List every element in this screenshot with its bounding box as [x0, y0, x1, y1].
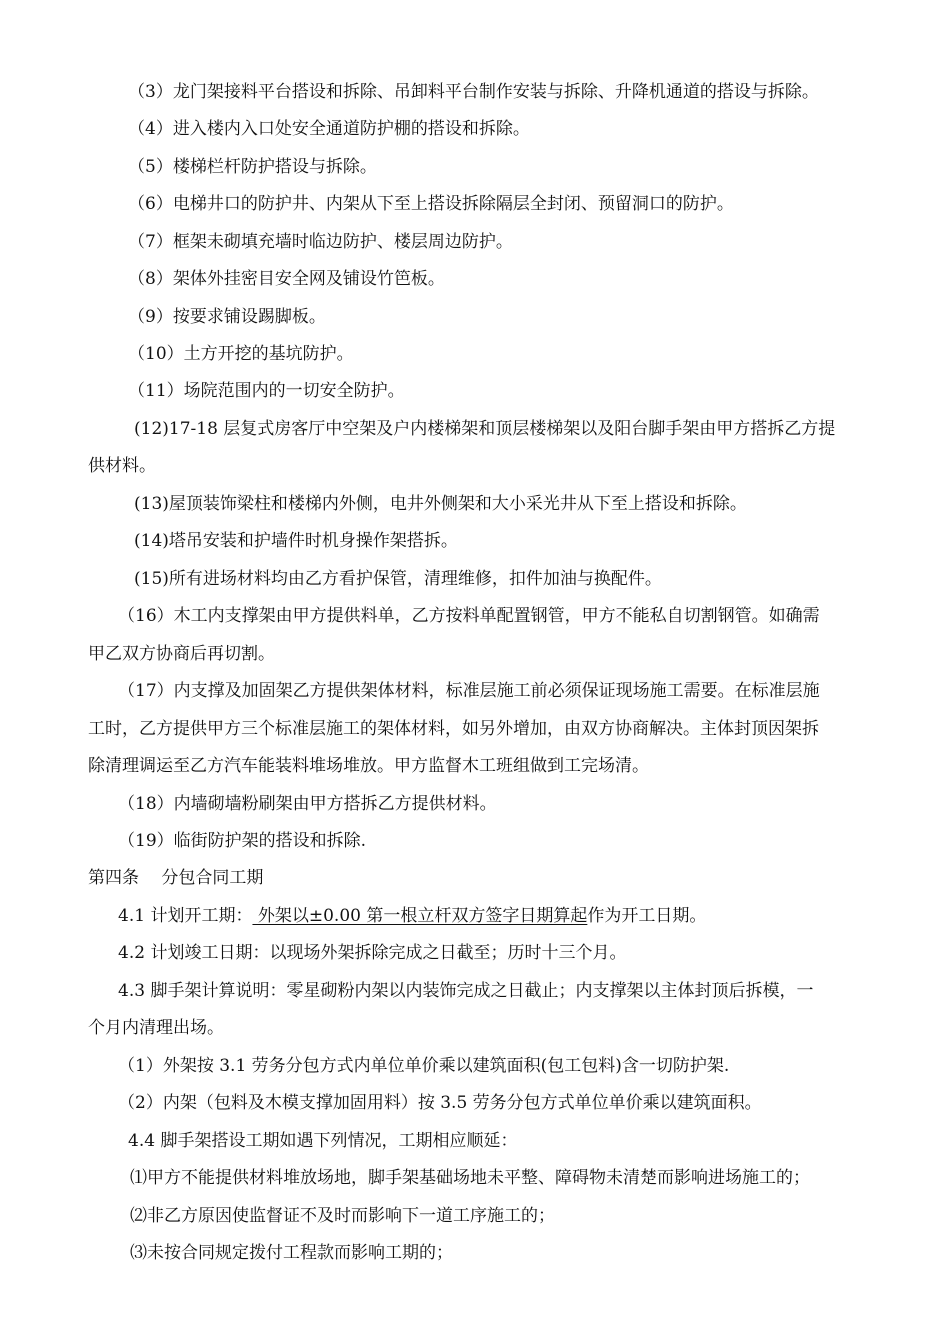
section-4-3-line-2: 个月内清理出场。	[88, 1018, 224, 1038]
item-13: (13)屋顶装饰梁柱和楼梯内外侧，电井外侧架和大小采光井从下至上搭设和拆除。	[134, 494, 747, 514]
item-3: （3）龙门架接料平台搭设和拆除、吊卸料平台制作安装与拆除、升降机通道的搭设与拆除。	[128, 82, 819, 102]
item-15: (15)所有进场材料均由乙方看护保管，清理维修，扣件加油与换配件。	[134, 569, 662, 589]
section-4-4-item-2: ⑵非乙方原因使监督证不及时而影响下一道工序施工的；	[130, 1206, 555, 1226]
item-9: （9）按要求铺设踢脚板。	[128, 307, 326, 327]
section-4-1-label: 4.1 计划开工期：	[118, 906, 253, 926]
section-4-3-line-1: 4.3 脚手架计算说明：零星砌粉内架以内装饰完成之日截止；内支撑架以主体封顶后拆模，一	[118, 981, 814, 1001]
item-18: （18）内墙砌墙粉刷架由甲方搭拆乙方提供材料。	[118, 794, 497, 814]
section-4-3-item-1: （1）外架按 3.1 劳务分包方式内单位单价乘以建筑面积(包工包料)含一切防护架.	[118, 1056, 730, 1076]
item-12-line-1: (12)17-18 层复式房客厅中空架及户内楼梯架和顶层楼梯架以及阳台脚手架由甲方搭拆乙方提	[134, 419, 836, 439]
article-4-heading: 第四条 分包合同工期	[88, 868, 264, 888]
item-4: （4）进入楼内入口处安全通道防护棚的搭设和拆除。	[128, 119, 530, 139]
section-4-4-item-3: ⑶未按合同规定拨付工程款而影响工期的；	[130, 1243, 453, 1263]
item-19: （19）临街防护架的搭设和拆除.	[118, 831, 367, 851]
section-4-2: 4.2 计划竣工日期：以现场外架拆除完成之日截至；历时十三个月。	[118, 943, 627, 963]
item-8: （8）架体外挂密目安全网及铺设竹笆板。	[128, 269, 445, 289]
item-17-line-2: 工时，乙方提供甲方三个标准层施工的架体材料，如另外增加，由双方协商解决。主体封顶因架拆	[88, 719, 819, 739]
item-16-line-1: （16）木工内支撑架由甲方提供料单，乙方按料单配置钢管，甲方不能私自切割钢管。如确需	[118, 606, 820, 626]
item-12-line-2: 供材料。	[88, 456, 156, 476]
item-5: （5）楼梯栏杆防护搭设与拆除。	[128, 157, 377, 177]
section-4-1-tail: 作为开工日期。	[587, 906, 707, 926]
item-6: （6）电梯井口的防护井、内架从下至上搭设拆除隔层全封闭、预留洞口的防护。	[128, 194, 734, 214]
item-11: （11）场院范围内的一切安全防护。	[128, 381, 405, 401]
section-4-4-item-1: ⑴甲方不能提供材料堆放场地，脚手架基础场地未平整、障碍物未清楚而影响进场施工的；	[130, 1168, 810, 1188]
section-4-4: 4.4 脚手架搭设工期如遇下列情况，工期相应顺延：	[128, 1131, 518, 1151]
start-date-field: 外架以±0.00 第一根立杆双方签字日期算起	[252, 906, 588, 926]
item-17-line-1: （17）内支撑及加固架乙方提供架体材料，标准层施工前必须保证现场施工需要。在标准层施	[118, 681, 820, 701]
section-4-3-item-2: （2）内架（包料及木模支撑加固用料）按 3.5 劳务分包方式单位单价乘以建筑面积。	[118, 1093, 762, 1113]
item-17-line-3: 除清理调运至乙方汽车能装料堆场堆放。甲方监督木工班组做到工完场清。	[88, 756, 649, 776]
item-7: （7）框架未砌填充墙时临边防护、楼层周边防护。	[128, 232, 513, 252]
item-10: （10）土方开挖的基坑防护。	[128, 344, 354, 364]
item-16-line-2: 甲乙双方协商后再切割。	[88, 644, 275, 664]
section-4-1	[118, 904, 706, 928]
item-14: (14)塔吊安装和护墙件时机身操作架搭拆。	[134, 531, 458, 551]
